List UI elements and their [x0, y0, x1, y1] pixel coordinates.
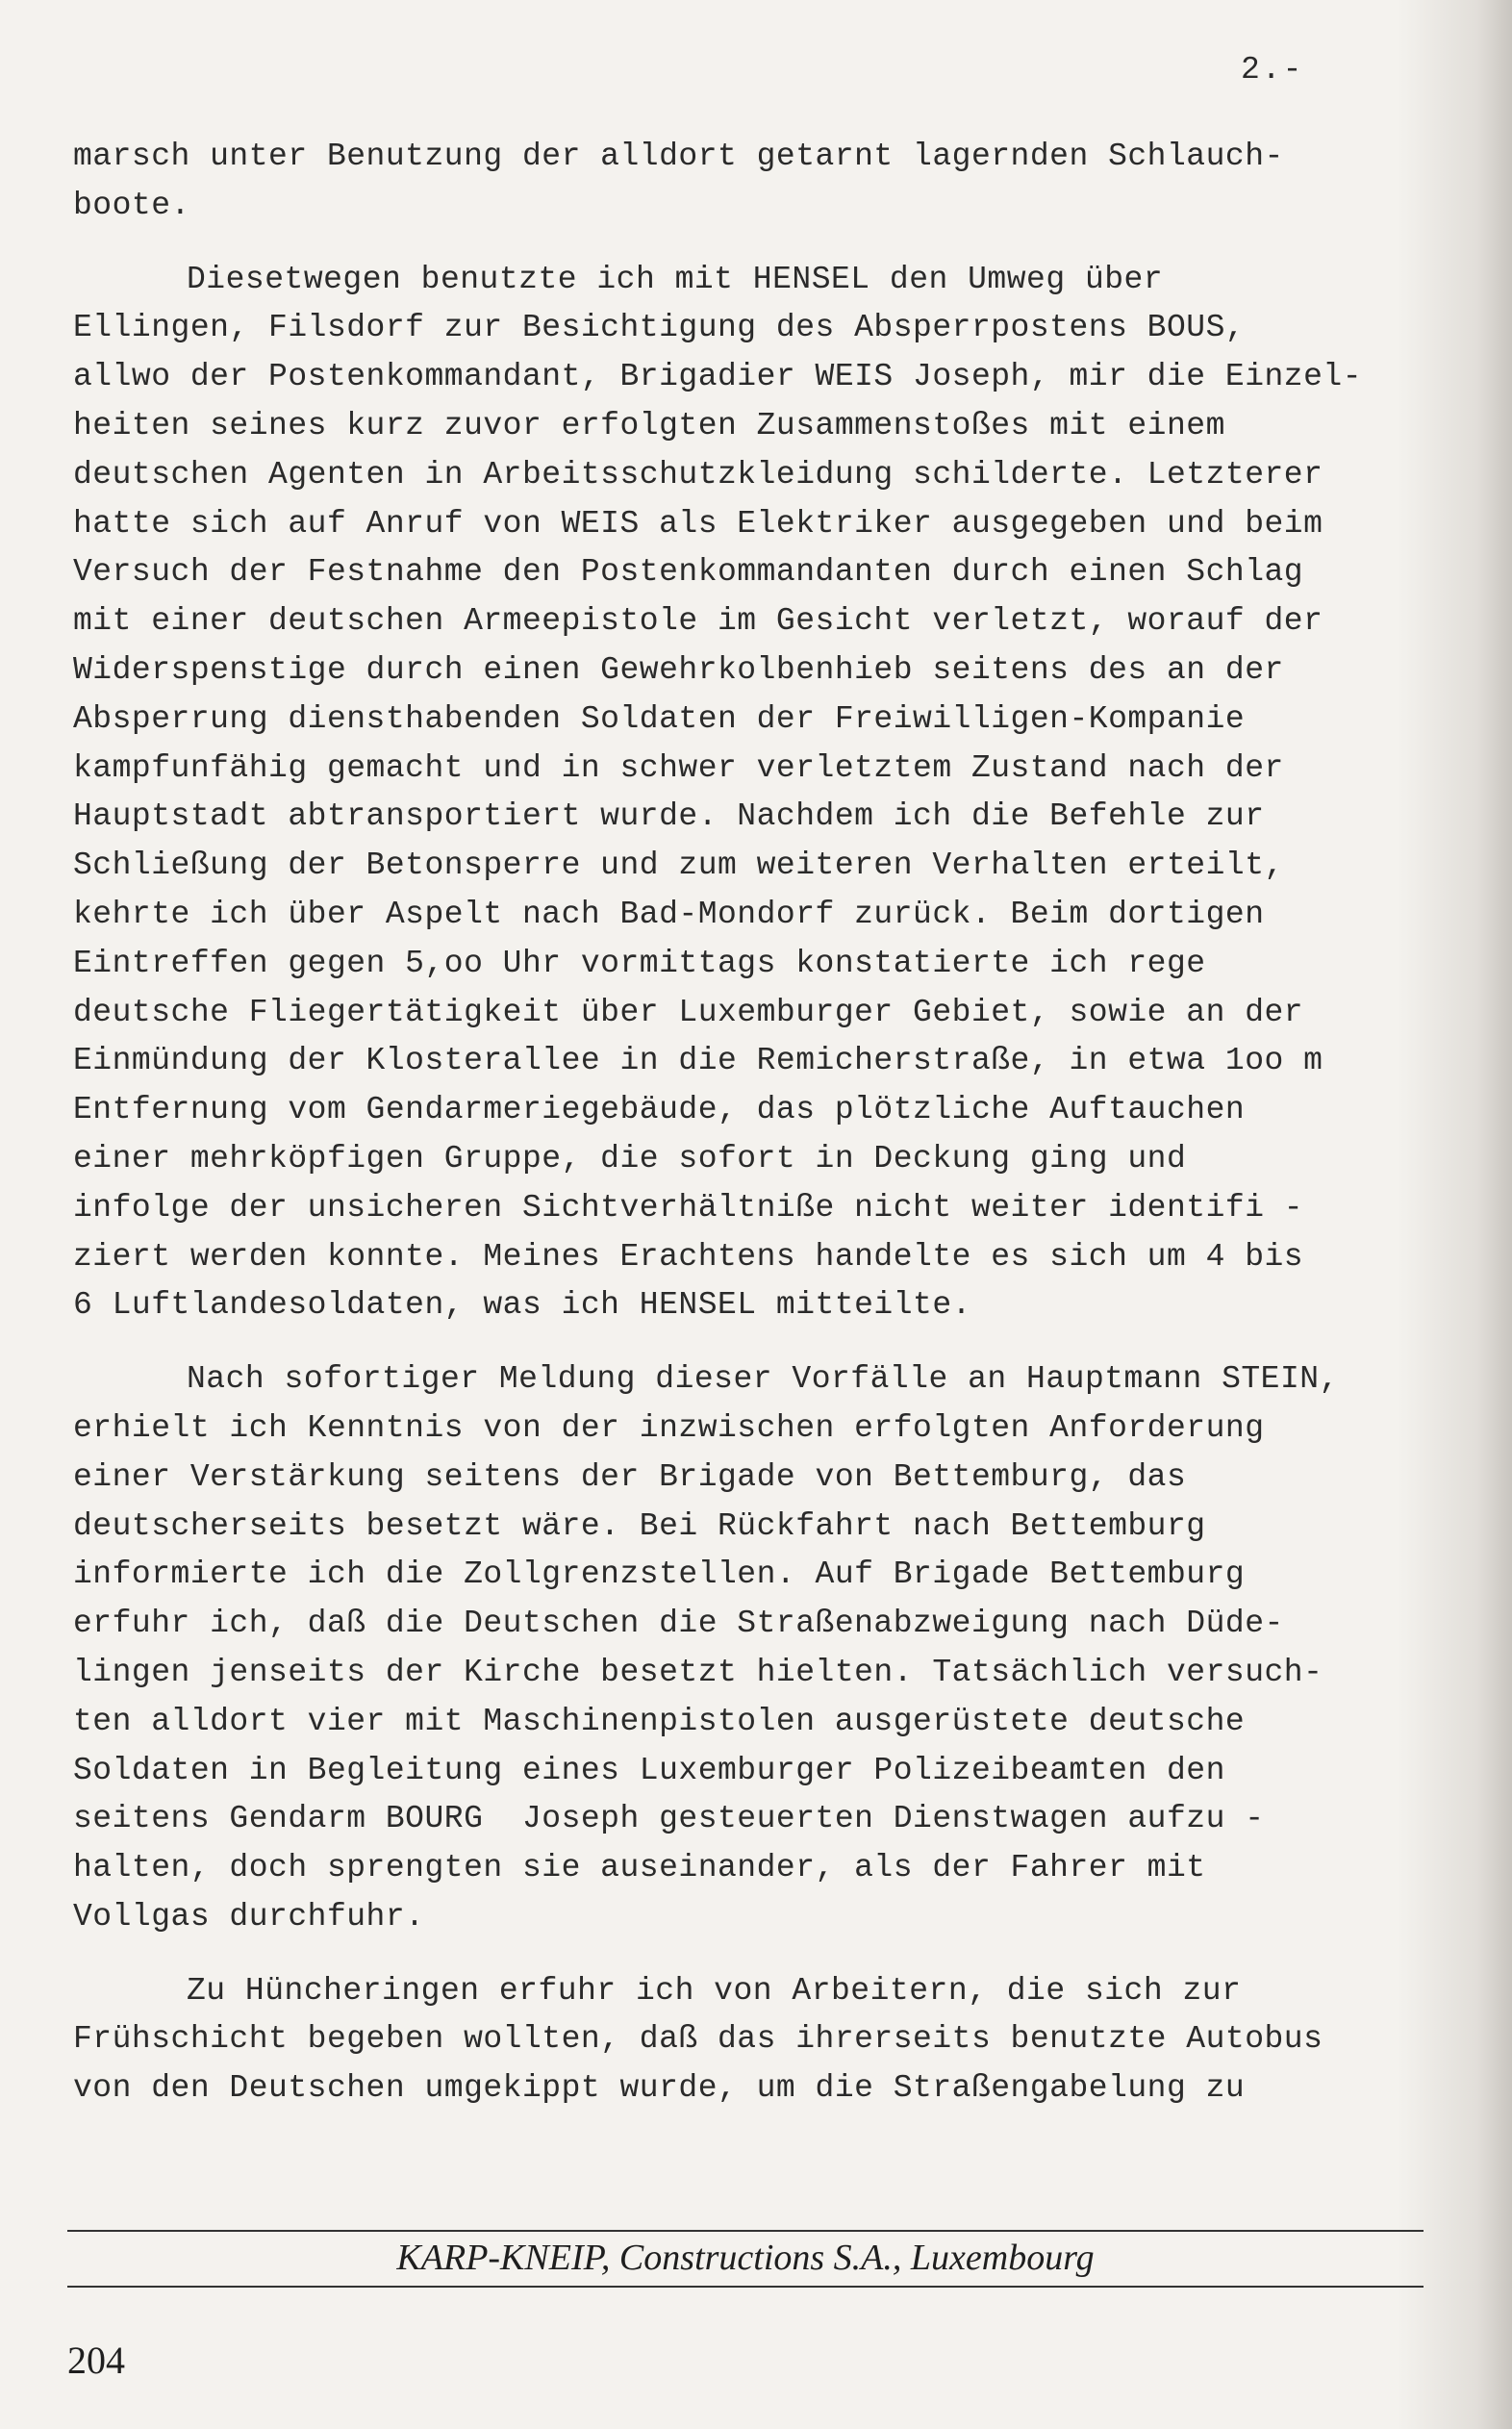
text-line: ziert werden konnte. Meines Erachtens handelte es sich um 4 bis — [73, 1238, 1304, 1275]
text-line: allwo der Postenkommandant, Brigadier WEIS Joseph, mir die Einzel- — [73, 359, 1363, 395]
text-line: boote. — [73, 187, 190, 223]
text-line: einer Verstärkung seitens der Brigade von Bettemburg, das — [73, 1458, 1187, 1495]
text-line: deutsche Fliegertätigkeit über Luxemburger Gebiet, sowie an der — [73, 994, 1304, 1030]
text-line: marsch unter Benutzung der alldort getarnt lagernden Schlauch- — [73, 139, 1284, 174]
text-line: infolge der unsicheren Sichtverhältniße nicht weiter identifi - — [73, 1189, 1304, 1226]
text-line: Eintreffen gegen 5,oo Uhr vormittags konstatierte ich rege — [73, 945, 1206, 981]
text-line: informierte ich die Zollgrenzstellen. Auf Brigade Bettemburg — [73, 1556, 1246, 1593]
text-line: erhielt ich Kenntnis von der inzwischen erfolgten Anforderung — [73, 1409, 1265, 1446]
text-line: 6 Luftlandesoldaten, was ich HENSEL mitteilte. — [73, 1287, 971, 1324]
text-line: Absperrung diensthabenden Soldaten der Freiwilligen-Kompanie — [73, 700, 1246, 737]
typescript-body — [73, 133, 1400, 2113]
text-line: einer mehrköpfigen Gruppe, die sofort in Deckung ging und — [73, 1140, 1187, 1177]
text-line: halten, doch sprengten sie auseinander, als der Fahrer mit — [73, 1850, 1206, 1886]
text-line: kehrte ich über Aspelt nach Bad-Mondorf zurück. Beim dortigen — [73, 896, 1265, 932]
footer-caption: KARP-KNEIP, Constructions S.A., Luxembourg — [396, 2238, 1095, 2278]
text-line: Diesetwegen benutzte ich mit HENSEL den Umweg über — [187, 261, 1164, 297]
text-line: Nach sofortiger Meldung dieser Vorfälle an Hauptmann STEIN, — [187, 1361, 1339, 1398]
paragraph-4 — [73, 1967, 1400, 2113]
text-line: lingen jenseits der Kirche besetzt hielten. Tatsächlich versuch- — [73, 1654, 1323, 1690]
binding-shadow — [1397, 0, 1512, 2429]
footer-rule-bottom — [67, 2286, 1424, 2288]
text-line: mit einer deutschen Armeepistole im Gesicht verletzt, worauf der — [73, 603, 1323, 640]
paragraph-2 — [73, 256, 1400, 1331]
text-line: Ellingen, Filsdorf zur Besichtigung des Absperrpostens BOUS, — [73, 310, 1246, 346]
text-line: ten alldort vier mit Maschinenpistolen ausgerüstete deutsche — [73, 1703, 1246, 1739]
paragraph-3 — [73, 1355, 1400, 1942]
text-line: seitens Gendarm BOURG Joseph gesteuerten Dienstwagen aufzu - — [73, 1801, 1265, 1837]
text-line: von den Deutschen umgekippt wurde, um die Straßengabelung zu — [73, 2070, 1246, 2107]
text-line: kampfunfähig gemacht und in schwer verletztem Zustand nach der — [73, 749, 1284, 786]
text-line: hatte sich auf Anruf von WEIS als Elektriker ausgegeben und beim — [73, 505, 1323, 542]
text-line: Vollgas durchfuhr. — [73, 1898, 425, 1935]
text-line: Hauptstadt abtransportiert wurde. Nachdem ich die Befehle zur — [73, 798, 1265, 835]
text-line: deutschen Agenten in Arbeitsschutzkleidung schilderte. Letzterer — [73, 456, 1323, 493]
text-line: Schließung der Betonsperre und zum weiteren Verhalten erteilt, — [73, 848, 1284, 884]
text-line: heiten seines kurz zuvor erfolgten Zusammenstoßes mit einem — [73, 407, 1225, 443]
text-line: Frühschicht begeben wollten, daß das ihrerseits benutzte Autobus — [73, 2021, 1323, 2058]
text-line: deutscherseits besetzt wäre. Bei Rückfahrt nach Bettemburg — [73, 1507, 1206, 1544]
text-line: Einmündung der Klosterallee in die Remicherstraße, in etwa 1oo m — [73, 1043, 1323, 1079]
text-line: Soldaten in Begleitung eines Luxemburger Polizeibeamten den — [73, 1752, 1225, 1788]
text-line: Zu Hüncheringen erfuhr ich von Arbeitern, die sich zur — [187, 1972, 1242, 2009]
text-line: Versuch der Festnahme den Postenkommandanten durch einen Schlag — [73, 554, 1304, 591]
text-line: erfuhr ich, daß die Deutschen die Straßenabzweigung nach Düde- — [73, 1606, 1284, 1642]
paragraph-1 — [73, 133, 1400, 231]
text-line: Widerspenstige durch einen Gewehrkolbenhieb seitens des an der — [73, 651, 1284, 688]
page-number: 204 — [67, 2339, 125, 2382]
text-line: Entfernung vom Gendarmeriegebäude, das plötzliche Auftauchen — [73, 1092, 1246, 1128]
page-marker: 2.- — [1241, 52, 1304, 88]
